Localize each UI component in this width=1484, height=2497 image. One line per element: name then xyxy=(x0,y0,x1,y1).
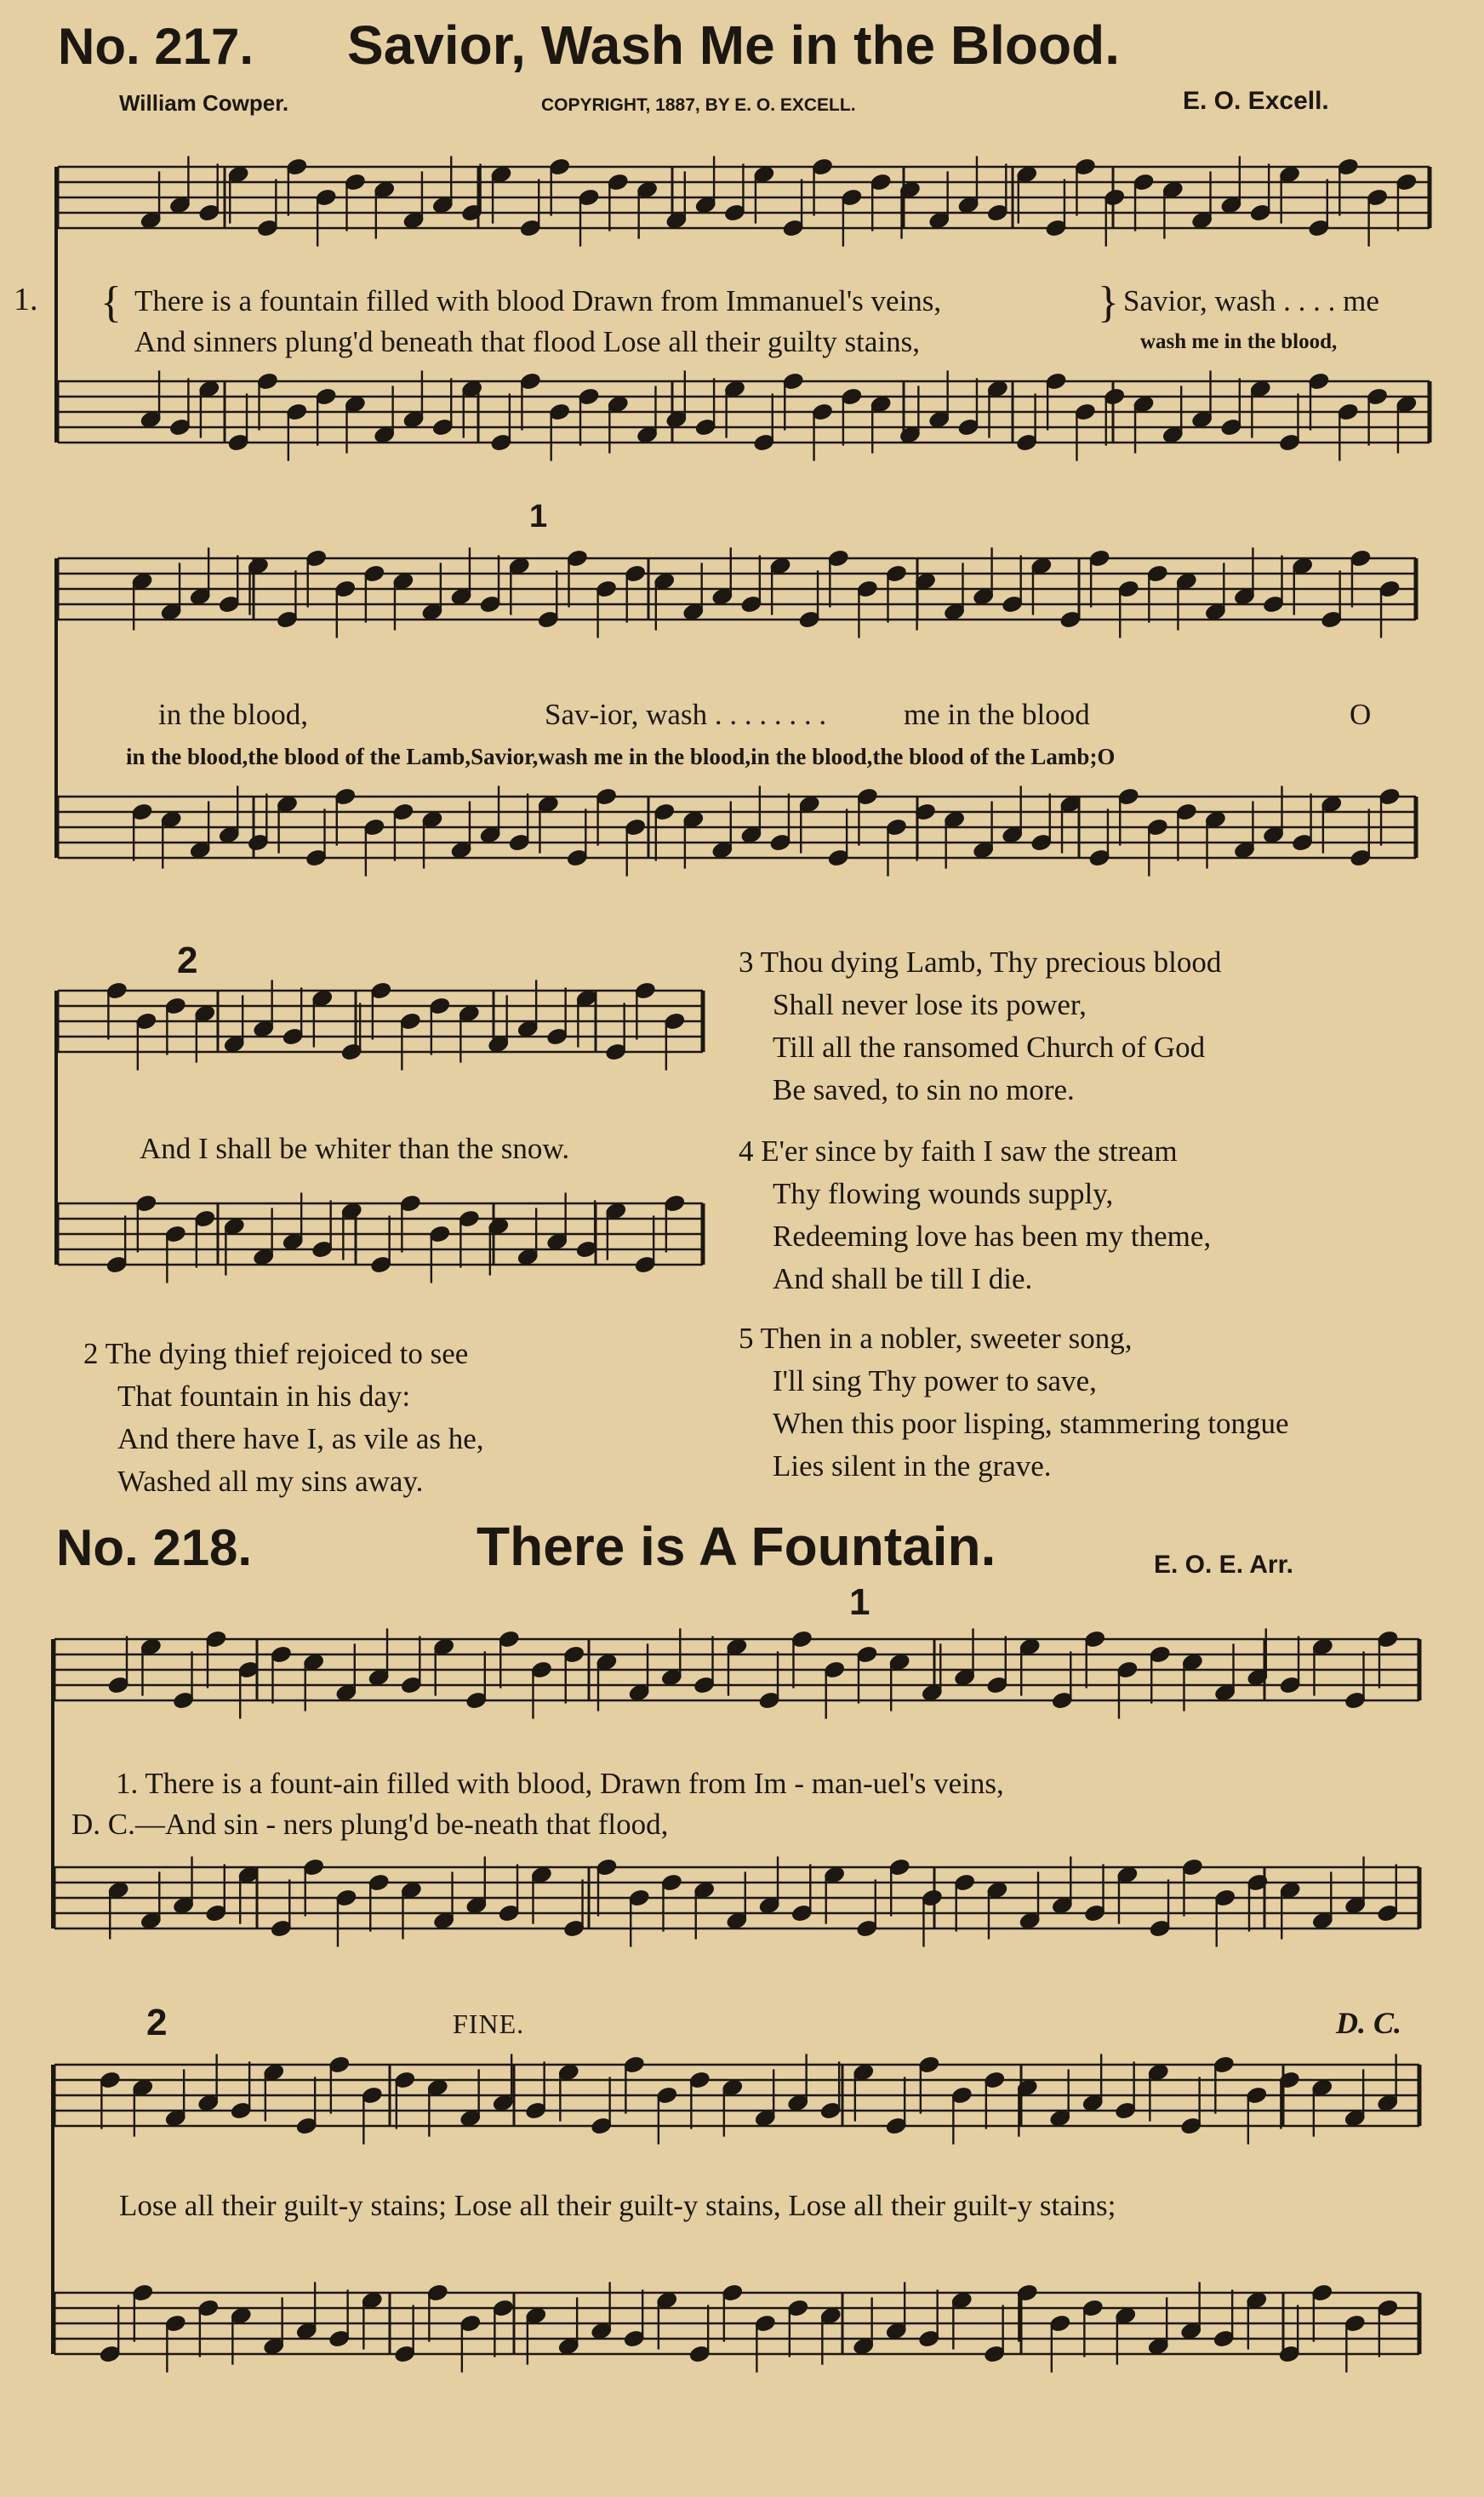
brace-right: } xyxy=(1098,278,1119,327)
hymn-218-ending-2: 2 xyxy=(146,2002,168,2043)
verse-5-line-3: When this poor lisping, stammering tongue xyxy=(773,1407,1289,1440)
lyric-sys2-4: O xyxy=(1350,698,1372,731)
verse-4-line-2: Thy flowing wounds supply, xyxy=(773,1177,1114,1210)
verse-3-line-2: Shall never lose its power, xyxy=(773,988,1087,1021)
lyric-sys2-2: Sav-ior, wash . . . . . . . . xyxy=(545,698,827,731)
verse-3 xyxy=(739,941,1221,1111)
fine-marking: FINE. xyxy=(453,2008,525,2039)
verse-4-line-1: 4 E'er since by faith I saw the stream xyxy=(739,1134,1178,1168)
lyric-sys2-echo: in the blood,the blood of the Lamb,Savior,wash me in the blood,in the blood,the blood of the Lamb;O xyxy=(126,744,1116,769)
verse-number: 1. xyxy=(14,282,38,317)
lyric-sys2-1: in the blood, xyxy=(158,698,308,731)
verse-4 xyxy=(739,1130,1211,1300)
hymn-218-arranger: E. O. E. Arr. xyxy=(1154,1551,1293,1579)
hymn-217-author: William Cowper. xyxy=(119,90,289,116)
hymn-217-composer: E. O. Excell. xyxy=(1183,87,1329,115)
verse-4-line-4: And shall be till I die. xyxy=(773,1262,1033,1295)
hymn-218-ending-1: 1 xyxy=(849,1581,870,1623)
brace-left: { xyxy=(100,278,122,327)
lyric-line-1b: And sinners plung'd beneath that flood Lose all their guilty stains, xyxy=(134,325,920,358)
hymn-217-number: No. 217. xyxy=(58,18,254,75)
verse-5-line-2: I'll sing Thy power to save, xyxy=(773,1364,1097,1397)
ending-1-label: 1 xyxy=(529,499,548,534)
verse-3-line-3: Till all the ransomed Church of God xyxy=(773,1031,1206,1064)
verse-5-line-4: Lies silent in the grave. xyxy=(773,1449,1052,1483)
dc-marking: D. C. xyxy=(1336,2006,1402,2040)
hymn-217-title: Savior, Wash Me in the Blood. xyxy=(347,14,1120,76)
ending-2-label: 2 xyxy=(177,940,198,981)
lyric-sys3: And I shall be whiter than the snow. xyxy=(140,1132,570,1165)
refrain-start: Savior, wash . . . . me xyxy=(1123,284,1379,317)
hymn-218-lyric-2: D. C.—And sin - ners plung'd be-neath that flood, xyxy=(71,1808,669,1841)
lyric-line-1a: There is a fountain filled with blood Drawn from Immanuel's veins, xyxy=(134,284,942,317)
verse-3-line-1: 3 Thou dying Lamb, Thy precious blood xyxy=(739,946,1222,979)
verse-5-line-1: 5 Then in a nobler, sweeter song, xyxy=(739,1322,1133,1355)
verse-2-line-4: Washed all my sins away. xyxy=(117,1465,424,1498)
verse-5 xyxy=(739,1317,1289,1488)
lyric-sys2-3: me in the blood xyxy=(904,698,1090,731)
verse-2 xyxy=(83,1333,484,1503)
hymn-218-lyric-1: 1. There is a fount-ain filled with blood, Drawn from Im - man-uel's veins, xyxy=(116,1767,1004,1800)
hymn-218-number: No. 218. xyxy=(56,1519,253,1576)
verse-2-line-1: 2 The dying thief rejoiced to see xyxy=(83,1337,469,1370)
verse-3-line-4: Be saved, to sin no more. xyxy=(773,1073,1075,1106)
verse-2-line-2: That fountain in his day: xyxy=(117,1380,411,1413)
refrain-echo: wash me in the blood, xyxy=(1140,330,1338,353)
verse-2-line-3: And there have I, as vile as he, xyxy=(117,1422,484,1455)
hymn-218-lyric-3: Lose all their guilt-y stains; Lose all their guilt-y stains, Lose all their guilt-y stains; xyxy=(119,2189,1116,2222)
verse-4-line-3: Redeeming love has been my theme, xyxy=(773,1220,1212,1253)
hymn-217-copyright: COPYRIGHT, 1887, BY E. O. EXCELL. xyxy=(541,95,856,115)
hymn-218-title: There is A Fountain. xyxy=(477,1516,996,1577)
